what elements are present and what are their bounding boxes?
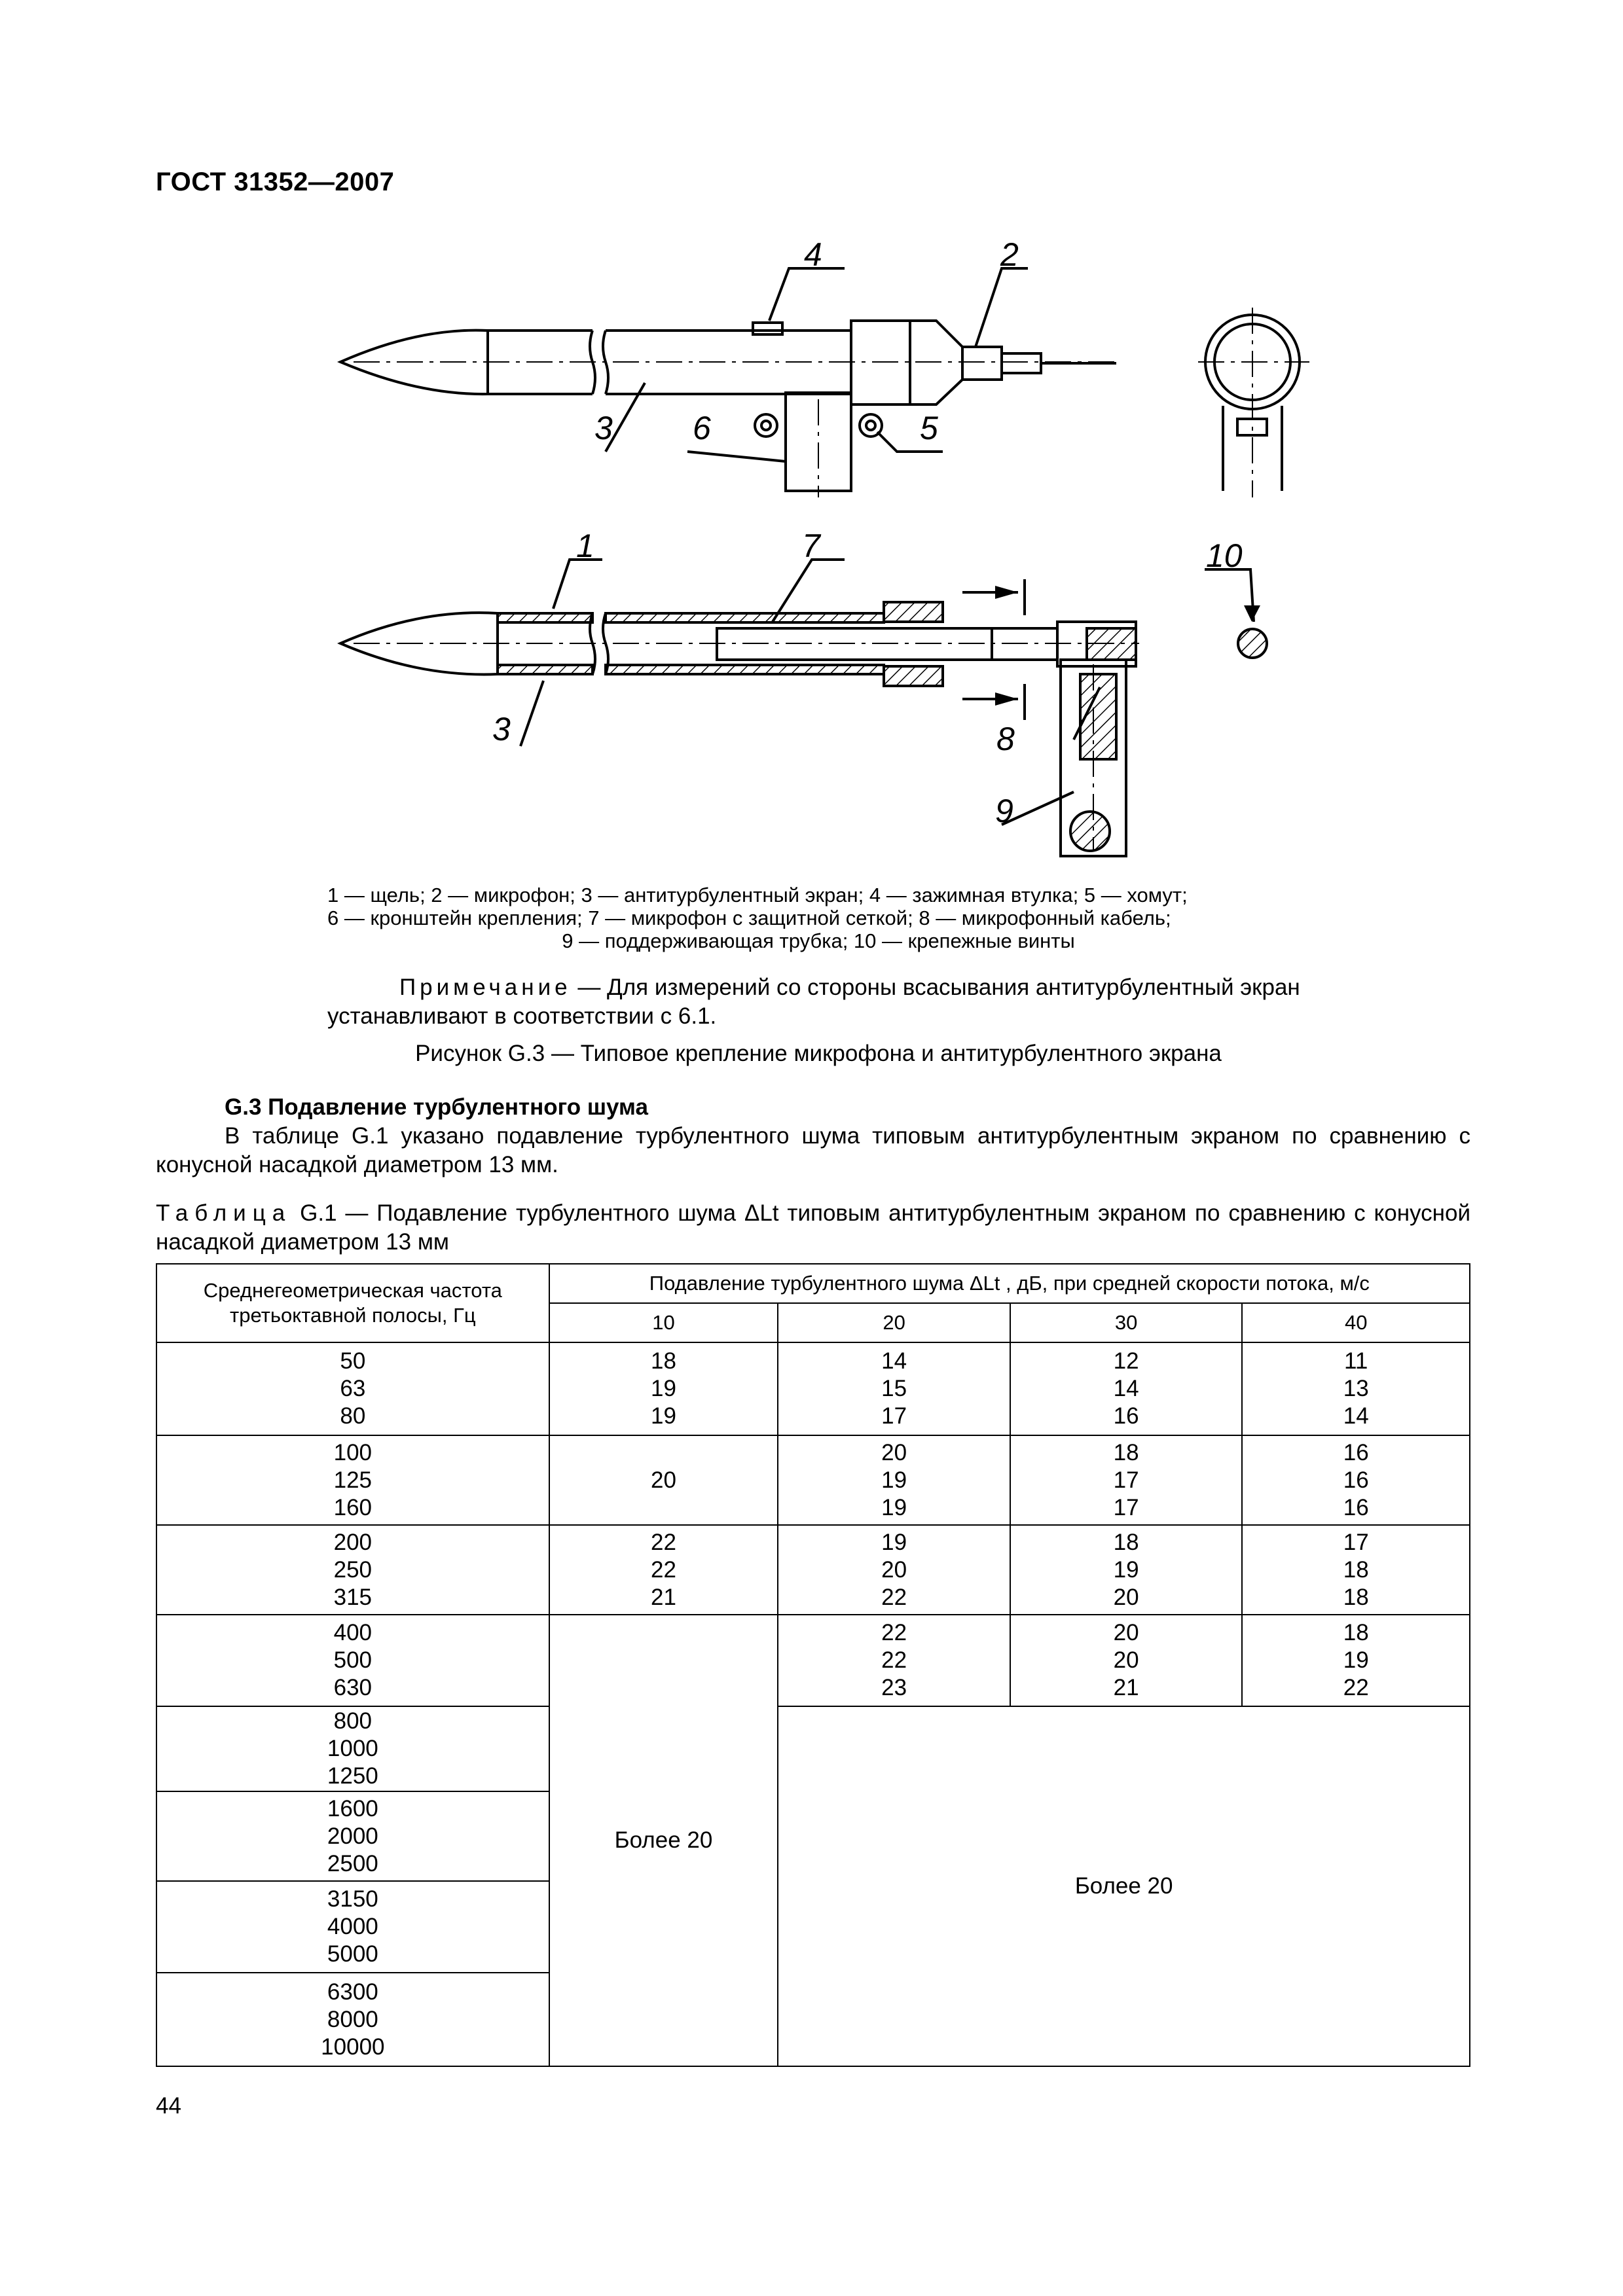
drawing-label-10: 10 [1206,537,1243,574]
cell-value: 19 [651,1403,676,1429]
table-cell [156,1881,549,1973]
cell-value: 250 [333,1556,373,1583]
cell-value: 18 [1113,1439,1139,1465]
note-text: — Для измерений со стороны всасывания антитурбулентный экран устанавливают в соответствии с 6.1. [327,975,1300,1029]
cell-value: 14 [881,1348,907,1374]
table-title-prefix: Таблица [156,1200,292,1226]
cell-value: 11 [1344,1348,1368,1374]
table-row [156,1342,1470,1435]
table-cell [549,1525,778,1615]
table-cell [549,1342,778,1435]
drawing-label-9: 9 [995,793,1013,829]
cell-value: 3150 [327,1886,378,1912]
cell-value: 21 [1113,1675,1139,1700]
cell-value: 22 [881,1584,907,1610]
cell-value: 10000 [321,2034,385,2060]
cell-value: 200 [333,1529,373,1555]
cell-value: 18 [1113,1529,1139,1555]
drawing-label-8: 8 [996,721,1015,757]
table-cell [1010,1435,1243,1525]
table-title [156,1199,1470,1257]
cell-value: 21 [651,1584,676,1610]
table-cell [1010,1615,1243,1706]
cell-value: 125 [333,1467,373,1493]
table-row [156,1435,1470,1525]
cell-value: 630 [333,1675,373,1700]
cell-value: 22 [1343,1675,1369,1700]
cell-value: 80 [340,1403,366,1429]
cell-value: 16 [1343,1439,1369,1465]
table-cell [1242,1615,1470,1706]
cell-value: 1250 [327,1763,378,1789]
drawing-label-4: 4 [804,236,822,273]
cell-value: 8000 [327,2006,378,2032]
col-header-frequency: Среднегеометрическая частота третьоктавной полосы, Гц [156,1264,549,1342]
cell-value: 20 [1113,1584,1139,1610]
cell-value: 4000 [327,1914,378,1939]
cell-value: 6300 [327,1979,378,2005]
cell-value: 800 [333,1708,373,1734]
cell-value: 19 [1343,1647,1369,1673]
cell-value: 63 [340,1376,366,1401]
drawing-label-1: 1 [576,528,594,564]
cell-value: 16 [1343,1467,1369,1493]
table-cell [156,1706,549,1791]
drawing-label-2: 2 [1000,236,1019,273]
cell-value: 20 [1113,1620,1139,1645]
merged-cell-more-than-20-wide: Более 20 [778,1706,1470,2066]
table-cell [778,1342,1010,1435]
cell-value: 17 [1343,1529,1369,1555]
cell-value: 12 [1113,1348,1139,1374]
note-prefix: Примечание [399,975,572,1000]
table-row [156,1525,1470,1615]
cell-value: 18 [1343,1620,1369,1645]
cell-value: 14 [1113,1376,1139,1401]
table-title-text: G.1 — Подавление турбулентного шума ΔLt типовым антитурбулентным экраном по сравнению с конусной насадкой диаметром 13 мм [156,1200,1470,1255]
cell-value: 15 [881,1376,907,1401]
cell-value: 19 [651,1376,676,1401]
figure-note [327,973,1309,1031]
table-cell: 20 [549,1435,778,1525]
cell-value: 22 [881,1647,907,1673]
table-cell [1242,1525,1470,1615]
cell-value: 160 [333,1494,373,1520]
cell-value: 100 [333,1439,373,1465]
document-header: ГОСТ 31352—2007 [156,168,395,196]
figure-legend [327,884,1309,952]
cell-value: 18 [1343,1556,1369,1583]
table-row [156,1615,1470,1706]
cell-value: 20 [1113,1647,1139,1673]
cell-value: 19 [881,1494,907,1520]
drawing-label-3-bottom: 3 [492,711,511,747]
cell-value: 19 [881,1529,907,1555]
legend-line: 1 — щель; 2 — микрофон; 3 — антитурбулентный экран; 4 — зажимная втулка; 5 — хомут; [327,884,1188,906]
drawing-label-7: 7 [802,528,820,564]
table-cell [1010,1525,1243,1615]
cell-value: 1000 [327,1736,378,1761]
cell-value: 22 [651,1556,676,1583]
suppression-table [156,1263,1470,2067]
cell-value: 19 [1113,1556,1139,1583]
cell-value: 2500 [327,1850,378,1876]
cell-value: 1600 [327,1795,378,1821]
cell-value: 17 [1113,1467,1139,1493]
figure-caption: Рисунок G.3 — Типовое крепление микрофона и антитурбулентного экрана [415,1041,1222,1066]
cell-value: 14 [1343,1403,1369,1429]
cell-value: 13 [1343,1376,1369,1401]
col-header-speed: 20 [778,1303,1010,1342]
cell-value: 19 [881,1467,907,1493]
legend-line: 6 — кронштейн крепления; 7 — микрофон с защитной сеткой; 8 — микрофонный кабель; [327,906,1171,929]
section-title: G.3 Подавление турбулентного шума [225,1094,648,1120]
technical-drawing [0,0,1623,884]
cell-value: 500 [333,1647,373,1673]
cell-value: 23 [881,1675,907,1700]
col-header-group: Подавление турбулентного шума ΔLt , дБ, при средней скорости потока, м/с [549,1264,1470,1303]
cell-value: 16 [1113,1403,1139,1429]
section-body: В таблице G.1 указано подавление турбулентного шума типовым антитурбулентным экраном по сравнению с конусной насадкой диаметром 13 мм. [156,1123,1470,1177]
table-cell [778,1435,1010,1525]
cell-value: 50 [340,1348,366,1374]
col-header-speed: 30 [1010,1303,1243,1342]
table-cell [156,1342,549,1435]
cell-value: 400 [333,1620,373,1645]
cell-value: 20 [881,1439,907,1465]
cell-value: 17 [1113,1494,1139,1520]
table-cell [156,1525,549,1615]
legend-line: 9 — поддерживающая трубка; 10 — крепежные винты [562,929,1075,952]
cell-value: 2000 [327,1823,378,1849]
table-cell [156,1435,549,1525]
col-header-speed: 10 [549,1303,778,1342]
cell-value: 17 [881,1403,907,1429]
table-cell [1242,1435,1470,1525]
cell-value: 16 [1343,1494,1369,1520]
table-cell [156,1615,549,1706]
table-cell [156,1973,549,2066]
table-row [156,1706,1470,1791]
cell-value: 315 [333,1584,373,1610]
table-cell [778,1525,1010,1615]
merged-cell-more-than-20: Более 20 [549,1615,778,2066]
table-cell [156,1791,549,1881]
table-cell [778,1615,1010,1706]
drawing-label-3-top: 3 [594,410,613,446]
cell-value: 18 [651,1348,676,1374]
cell-value: 20 [881,1556,907,1583]
cell-value: 22 [881,1620,907,1645]
drawing-label-6: 6 [693,410,711,446]
table-cell [1242,1342,1470,1435]
cell-value: 18 [1343,1584,1369,1610]
page-number: 44 [156,2093,181,2119]
cell-value: 5000 [327,1941,378,1967]
col-header-speed: 40 [1242,1303,1470,1342]
drawing-label-5: 5 [920,410,938,446]
cell-value: 22 [651,1529,676,1555]
table-cell [1010,1342,1243,1435]
